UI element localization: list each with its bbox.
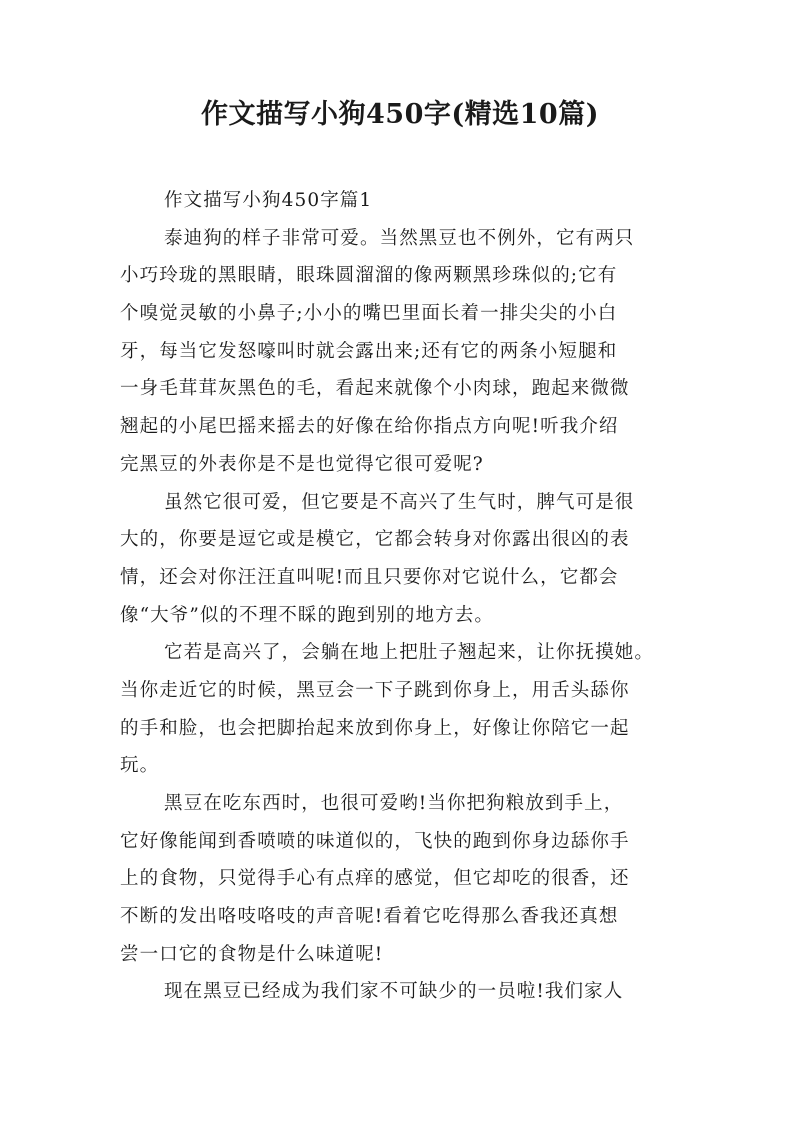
paragraph-line: 虽然它很可爱，但它要是不高兴了生气时，脾气可是很 — [164, 491, 635, 513]
paragraph-line: 当你走近它的时候，黑豆会一下子跳到你身上，用舌头舔你 — [120, 679, 630, 701]
paragraph-line: 尝一口它的食物是什么味道呢! — [120, 943, 384, 965]
document-body — [120, 182, 680, 1011]
paragraph-line: 翘起的小尾巴摇来摇去的好像在给你指点方向呢!听我介绍 — [120, 416, 619, 438]
paragraph-line: 牙，每当它发怒嚎叫时就会露出来;还有它的两条小短腿和 — [120, 340, 618, 362]
paragraph-line: 小巧玲珑的黑眼睛，眼珠圆溜溜的像两颗黑珍珠似的;它有 — [120, 265, 618, 287]
paragraph-line: 像“大爷”似的不理不睬的跑到别的地方去。 — [120, 604, 494, 626]
paragraph-line: 大的，你要是逗它或是模它，它都会转身对你露出很凶的表 — [120, 529, 630, 551]
paragraph-line: 完黑豆的外表你是不是也觉得它很可爱呢? — [120, 453, 484, 475]
paragraph-line: 一身毛茸茸灰黑色的毛，看起来就像个小肉球，跑起来微微 — [120, 378, 630, 400]
paragraph-line: 的手和脸，也会把脚抬起来放到你身上，好像让你陪它一起 — [120, 717, 630, 739]
paragraph-line: 它若是高兴了，会躺在地上把肚子翘起来，让你抚摸她。 — [164, 642, 655, 664]
paragraph-line: 情，还会对你汪汪直叫呢!而且只要你对它说什么，它都会 — [120, 566, 619, 588]
paragraph-line: 上的食物，只觉得手心有点痒的感觉，但它却吃的很香，还 — [120, 868, 630, 890]
paragraph-2 — [120, 484, 680, 635]
section-heading: 作文描写小狗450字篇1 — [164, 190, 373, 211]
paragraph-line: 它好像能闻到香喷喷的味道似的，飞快的跑到你身边舔你手 — [120, 830, 630, 852]
paragraph-1 — [120, 220, 680, 484]
paragraph-line: 黑豆在吃东西时，也很可爱哟!当你把狗粮放到手上， — [164, 793, 624, 814]
paragraph-5 — [120, 973, 680, 1011]
paragraph-line: 不断的发出咯吱咯吱的声音呢!看着它吃得那么香我还真想 — [120, 906, 619, 928]
paragraph-line: 现在黑豆已经成为我们家不可缺少的一员啦!我们家人 — [164, 981, 624, 1003]
paragraph-line: 个嗅觉灵敏的小鼻子;小小的嘴巴里面长着一排尖尖的小白 — [120, 303, 618, 325]
paragraph-line: 泰迪狗的样子非常可爱。当然黑豆也不例外，它有两只 — [164, 227, 635, 249]
paragraph-3 — [120, 634, 680, 785]
paragraph-4 — [120, 785, 680, 973]
paragraph-line: 玩。 — [120, 755, 160, 777]
document-title: 作文描写小狗450字(精选10篇) — [201, 99, 599, 130]
